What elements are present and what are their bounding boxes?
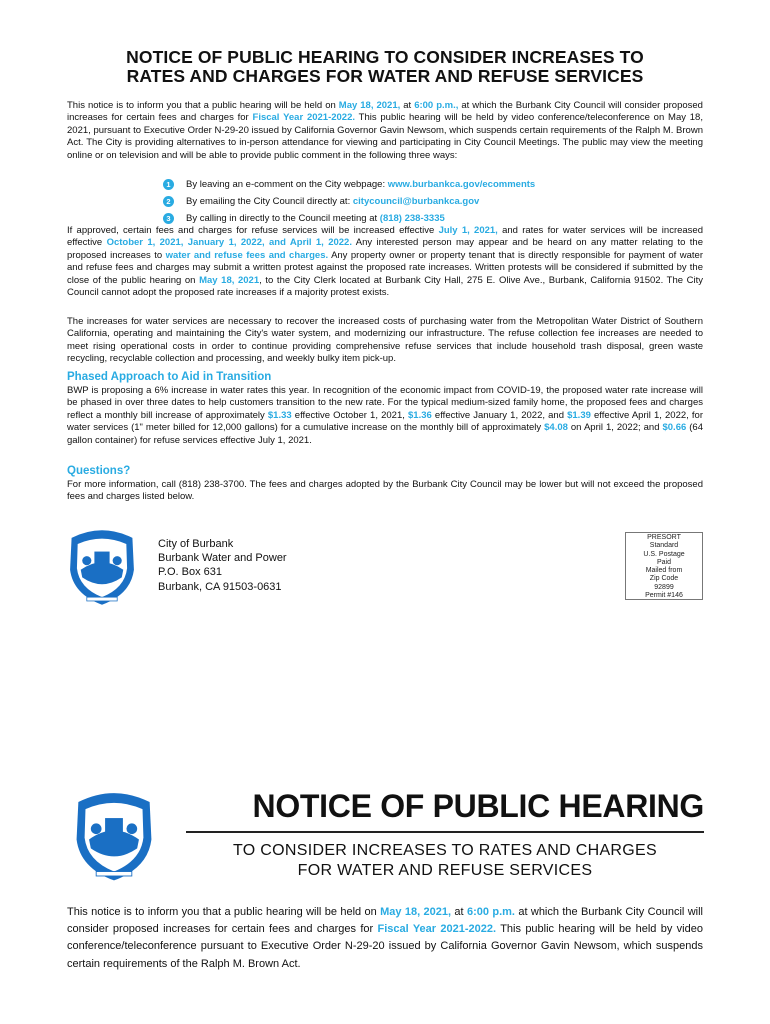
- fiscal-year: Fiscal Year 2021-2022.: [252, 112, 356, 124]
- notice-title: [50, 48, 720, 86]
- title-divider: [186, 831, 704, 833]
- cover-fiscal-year: Fiscal Year 2021-2022.: [377, 923, 497, 936]
- postage-line: Zip Code: [649, 575, 679, 583]
- cover-intro-paragraph: [67, 904, 703, 973]
- phone-link[interactable]: (818) 238-3335: [379, 213, 445, 224]
- phased-text: BWP is proposing a 6% increase in water rates this year. In recognition of the economic impact from COVID-19, the proposed water rate increase will be phased in over three dates to help customers transition to the new rate. For the typical medium-sized family home, the proposed fees and charges reflect a monthly bill increase of approximately: [67, 385, 703, 421]
- number-badge-icon: 1: [163, 179, 174, 190]
- phased-text: (64 gallon container) for refuse services effective July 1, 2021.: [67, 422, 703, 446]
- postage-line: U.S. Postage: [643, 550, 685, 558]
- email-link[interactable]: citycouncil@burbankca.gov: [352, 196, 480, 207]
- method-text: By calling in directly to the Council meeting at: [186, 213, 378, 224]
- intro-text: at: [400, 100, 415, 111]
- number-badge-icon: 3: [163, 213, 174, 224]
- increase-jan-2022: $1.36: [408, 409, 432, 421]
- necessity-paragraph: The increases for water services are necessary to recover the increased costs of purchasing water from the Metropolitan Water District of Southern California, operating and maintaining the City's water system, and modernizing our infrastructure. The refuse collection fee increases are needed to meet rising operational costs in order to continue providing comprehensive refuse services that include household trash disposal, green waste recycling, recyclable collection and processing, and weekly bulky item pick-up.: [67, 316, 703, 365]
- postage-line: Mailed from: [645, 567, 683, 575]
- city-seal-logo: [64, 524, 140, 608]
- city-seal-logo: [64, 786, 164, 884]
- hearing-date: May 18, 2021,: [338, 100, 401, 111]
- phased-text: effective January 1, 2022, and: [431, 409, 568, 421]
- cover-text: at: [451, 906, 467, 918]
- address-line: Burbank Water and Power: [158, 552, 287, 565]
- questions-paragraph: For more information, call (818) 238-3700. The fees and charges adopted by the Burbank City Council may be lower but will not exceed the proposed fees and charges listed below.: [67, 479, 703, 503]
- address-line: Burbank, CA 91503-0631: [158, 580, 282, 593]
- phased-text: effective October 1, 2021,: [291, 409, 409, 421]
- address-line: P.O. Box 631: [158, 566, 223, 579]
- water-effective-dates: October 1, 2021, January 1, 2022, and April 1, 2022.: [106, 237, 352, 249]
- title-line-1: NOTICE OF PUBLIC HEARING TO CONSIDER INCREASES TO: [126, 47, 644, 67]
- phased-text: on April 1, 2022; and: [567, 422, 663, 434]
- cover-hearing-date: May 18, 2021,: [380, 906, 452, 918]
- subtitle-line-1: TO CONSIDER INCREASES TO RATES AND CHARGES: [233, 842, 657, 859]
- method-text: By leaving an e-comment on the City webpage:: [186, 179, 386, 190]
- phased-heading: Phased Approach to Aid in Transition: [67, 371, 272, 383]
- questions-heading: Questions?: [67, 465, 131, 477]
- cover-text: at which the Burbank City Council will consider proposed increases for certain fees and charges for: [67, 906, 703, 936]
- ecomments-link[interactable]: www.burbankca.gov/ecomments: [387, 179, 536, 190]
- subtitle-line-2: FOR WATER AND REFUSE SERVICES: [297, 862, 593, 879]
- intro-text: at which the Burbank City Council will consider proposed increases for certain fees and charges for: [67, 100, 703, 124]
- comment-method-item: [163, 193, 683, 210]
- phased-text: effective April 1, 2022, for water services (1" meter billed for 12,000 gallons) for a cumulative increase on the monthly bill of approximately: [67, 409, 703, 434]
- postage-line: Permit #146: [645, 592, 683, 600]
- approval-text: Any interested person may appear and be heard on any matter relating to the proposed increases to: [67, 237, 703, 261]
- approval-text: and rates for water services will be increased effective: [67, 225, 704, 249]
- intro-paragraph: [67, 100, 703, 162]
- comment-methods-list: [163, 176, 683, 227]
- approval-text: Any property owner or property tenant that is directly responsible for payment of water and refuse fees and charges may submit a written protest against the proposed rate increases. Written protests will be considered if submitted by the close of the public hearing on: [67, 249, 703, 286]
- number-badge-icon: 2: [163, 196, 174, 207]
- cover-text: This notice is to inform you that a public hearing will be held on: [67, 906, 381, 918]
- postage-line: 92899: [654, 583, 674, 591]
- increase-apr-2022: $1.39: [567, 409, 591, 421]
- comment-method-item: [163, 176, 683, 193]
- postage-line: Standard: [649, 542, 679, 550]
- cover-subtitle: [186, 841, 704, 881]
- approval-text: If approved, certain fees and charges for refuse services will be increased effective: [67, 225, 439, 236]
- phased-paragraph: [67, 385, 703, 447]
- approval-paragraph: [67, 225, 703, 299]
- cover-text: This public hearing will be held by video conference/teleconference pursuant to Executive Order N-29-20 issued by California Governor Gavin Newsom, which suspends certain requirements of the Ralph M. Brown Act.: [67, 923, 703, 970]
- intro-text: This public hearing will be held by video conference/teleconference on May 18, 2021, pursuant to Executive Order N-29-20 issued by California Governor Gavin Newsom, which suspends certain requirements of the Ralph M. Brown Act. The City is providing alternatives to in-person attendance for viewing and participating in City Council Meetings. The public may view the meeting online or on television and will be able to provide public comment in the following three ways:: [67, 112, 703, 161]
- approval-text: , to the City Clerk located at Burbank City Hall, 275 E. Olive Ave., Burbank, California 91502. The City Council cannot adopt the proposed rate increases if a majority protest exists.: [67, 274, 703, 299]
- cover-title: NOTICE OF PUBLIC HEARING: [252, 788, 704, 824]
- hearing-time: 6:00 p.m.,: [414, 100, 459, 111]
- services-phrase: water and refuse fees and charges.: [165, 249, 329, 261]
- postage-indicia: [625, 532, 703, 600]
- postage-line: PRESORT: [647, 534, 681, 541]
- refuse-effective-date: July 1, 2021,: [438, 225, 498, 236]
- method-text: By emailing the City Council directly at:: [186, 196, 351, 207]
- cover-hearing-time: 6:00 p.m.: [466, 906, 515, 918]
- title-line-2: RATES AND CHARGES FOR WATER AND REFUSE SERVICES: [126, 66, 644, 86]
- refuse-increase: $0.66: [662, 422, 687, 434]
- address-line: City of Burbank: [158, 538, 234, 550]
- postage-line: Paid: [656, 558, 671, 566]
- protest-deadline-date: May 18, 2021: [199, 274, 260, 286]
- return-address: [158, 537, 287, 594]
- intro-text: This notice is to inform you that a public hearing will be held on: [67, 100, 339, 111]
- increase-oct-2021: $1.33: [267, 409, 292, 421]
- cumulative-increase: $4.08: [544, 422, 568, 434]
